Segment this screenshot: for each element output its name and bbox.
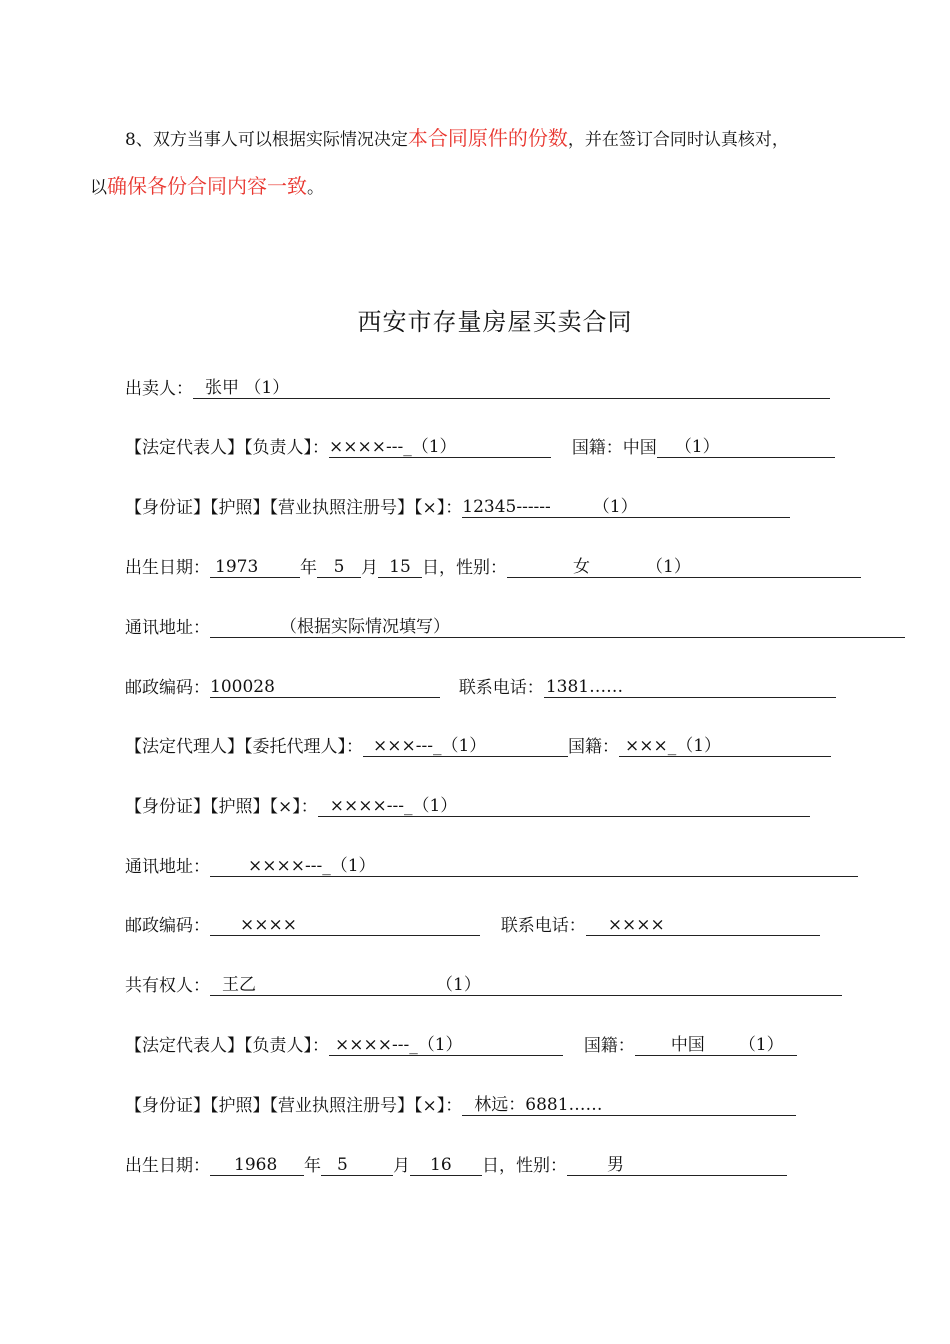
intro-text: 以 xyxy=(90,178,107,198)
seller-name-field[interactable]: 张甲 （1） xyxy=(193,378,830,399)
seller-rep-row xyxy=(125,437,835,458)
agent-address-field[interactable]: ××××---_（1） xyxy=(210,856,858,877)
seller-id-row xyxy=(125,497,790,518)
birth-year-field[interactable]: 1968 xyxy=(210,1155,304,1176)
field-label: 邮政编码： xyxy=(125,678,210,698)
seller-row xyxy=(125,378,830,399)
birth-year-field[interactable]: 1973 xyxy=(210,557,300,578)
field-label: 通讯地址： xyxy=(125,618,210,638)
field-label: 【法定代表人】【负责人】： xyxy=(125,1036,329,1056)
intro-text: ，并在签订合同时认真核对， xyxy=(567,130,789,150)
field-label: 出生日期： xyxy=(125,558,210,578)
co-owner-row xyxy=(125,975,842,996)
co-owner-rep-field[interactable]: ××××---_（1） xyxy=(329,1035,563,1056)
intro-text: 8、双方当事人可以根据实际情况决定 xyxy=(125,130,408,150)
seller-zip-field[interactable]: 100028 xyxy=(210,677,440,698)
agent-contact-row xyxy=(125,915,820,936)
intro-line-2 xyxy=(90,176,324,198)
field-label: 出卖人： xyxy=(125,379,193,399)
seller-rep-field[interactable]: ××××---_（1） xyxy=(329,437,551,458)
field-label: 【身份证】【护照】【营业执照注册号】【×】： xyxy=(125,1096,463,1116)
co-owner-rep-row xyxy=(125,1035,797,1056)
co-owner-id-field[interactable]: 林远：6881…… xyxy=(462,1095,796,1116)
agent-phone-field[interactable]: ×××× xyxy=(586,915,820,936)
seller-address-field[interactable]: （根据实际情况填写） xyxy=(210,617,905,638)
field-label: 通讯地址： xyxy=(125,857,210,877)
seller-phone-field[interactable]: 1381…… xyxy=(544,677,836,698)
agent-id-row xyxy=(125,796,810,817)
intro-highlight: 本合同原件的份数 xyxy=(407,126,568,150)
field-label: 共有权人： xyxy=(125,976,210,996)
seller-id-field[interactable]: 12345------ （1） xyxy=(462,497,790,518)
birth-month-field[interactable]: 5 xyxy=(321,1155,393,1176)
field-label: 出生日期： xyxy=(125,1156,210,1176)
birth-day-field[interactable]: 16 xyxy=(410,1155,482,1176)
agent-nationality-field[interactable]: ×××_（1） xyxy=(619,736,831,757)
field-label: 联系电话： xyxy=(500,916,586,936)
field-label: 【身份证】【护照】【×】： xyxy=(125,797,318,817)
field-label: 邮政编码： xyxy=(125,916,210,936)
intro-line-1 xyxy=(125,128,789,150)
agent-address-row xyxy=(125,856,858,877)
gender-field[interactable]: 男 xyxy=(567,1155,787,1176)
field-label: 国籍： xyxy=(568,737,619,757)
agent-zip-field[interactable]: ×××× xyxy=(210,915,480,936)
birth-day-field[interactable]: 15 xyxy=(378,557,422,578)
field-label: 【法定代表人】【负责人】： xyxy=(125,438,329,458)
intro-highlight: 确保各份合同内容一致 xyxy=(107,174,307,198)
agent-id-field[interactable]: ××××---_（1） xyxy=(318,796,810,817)
birth-month-field[interactable]: 5 xyxy=(317,557,361,578)
contract-title: 西安市存量房屋买卖合同 xyxy=(357,308,633,336)
co-owner-name-field[interactable]: 王乙 （1） xyxy=(210,975,842,996)
field-label: 【身份证】【护照】【营业执照注册号】【×】： xyxy=(125,498,463,518)
co-owner-birth-row: 出生日期： 1968 年 5 月 16 日，性别： 男 xyxy=(125,1155,787,1176)
intro-text: 。 xyxy=(307,178,324,198)
seller-birth-row: 出生日期： 1973 年 5 月 15 日，性别： 女 （1） xyxy=(125,557,861,578)
field-label: 国籍： xyxy=(583,1036,635,1056)
agent-rep-field[interactable]: ×××---_（1） xyxy=(363,736,568,757)
seller-nationality-field[interactable]: （1） xyxy=(657,437,835,458)
seller-contact-row xyxy=(125,677,836,698)
agent-rep-row xyxy=(125,736,831,757)
co-owner-id-row xyxy=(125,1095,796,1116)
field-label: 国籍：中国 xyxy=(571,438,657,458)
seller-address-row xyxy=(125,617,905,638)
gender-field[interactable]: 女 （1） xyxy=(507,557,861,578)
field-label: 【法定代理人】【委托代理人】： xyxy=(125,737,363,757)
field-label: 联系电话： xyxy=(458,678,544,698)
co-owner-nationality-field[interactable]: 中国 （1） xyxy=(635,1035,797,1056)
